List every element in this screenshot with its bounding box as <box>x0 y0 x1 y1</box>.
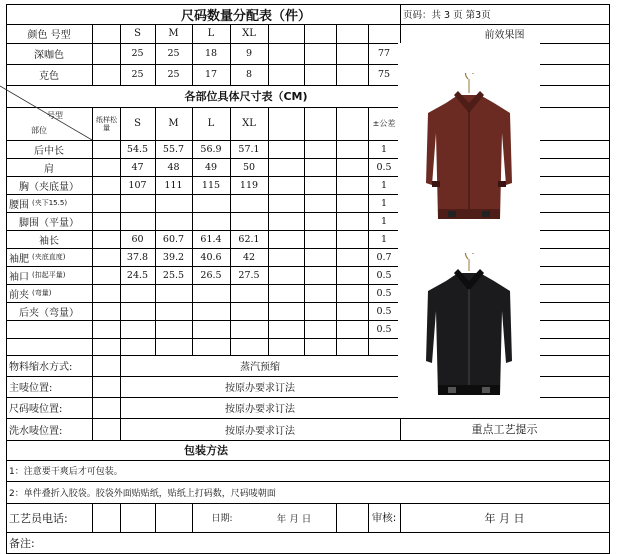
qty-cell: 25 <box>167 69 180 80</box>
measure-value: 47 <box>131 161 144 173</box>
measure-value: 54.5 <box>126 143 149 155</box>
phone-label: 工艺员电话: <box>9 511 68 525</box>
packing-title: 包装方法 <box>184 444 228 457</box>
qty-row-color: 深咖色 <box>34 50 64 61</box>
measure-value <box>192 302 230 320</box>
qty-cell: 9 <box>245 48 253 59</box>
measure-tolerance: 0.5 <box>376 161 392 173</box>
measure-value <box>155 194 192 212</box>
measure-value <box>155 320 192 338</box>
measure-value <box>155 302 192 320</box>
measure-value: 60 <box>131 233 144 245</box>
date-value: 年 月 日 <box>276 513 312 525</box>
measure-value <box>120 284 155 302</box>
info-value: 按原办要求订法 <box>225 383 295 394</box>
measure-part-name: 腰围 <box>9 199 29 211</box>
date-label: 日期: <box>211 514 233 524</box>
review-date: 年 月 日 <box>484 511 525 525</box>
front-effect-title: 前效果图 <box>484 30 525 41</box>
brown-jacket-image <box>398 73 540 238</box>
measure-part <box>6 266 95 284</box>
qty-cell: 18 <box>204 48 218 59</box>
measure-value <box>230 212 268 230</box>
measure-value: 26.5 <box>200 269 222 281</box>
measure-part-note: (扣起平量) <box>32 271 66 279</box>
measure-value: 50 <box>242 161 256 173</box>
measure-value: 119 <box>239 179 259 191</box>
measure-part: 后夹（弯量） <box>19 307 79 319</box>
measure-value <box>120 212 155 230</box>
measure-value <box>155 212 192 230</box>
qty-total: 77 <box>377 48 391 59</box>
header-size-l: L <box>207 118 215 129</box>
measure-part: 袖长 <box>39 235 59 247</box>
measure-value <box>192 194 230 212</box>
measure-part: 肩 <box>44 163 54 175</box>
qty-cell: 25 <box>167 48 180 59</box>
page-number: 页码：共 3 页 第3页 <box>403 10 491 21</box>
packing-note: 2：单件叠折入胶袋。胶袋外面贴贴纸，贴纸上打码数，尺码唛朝面 <box>9 488 276 499</box>
measure-value <box>120 320 155 338</box>
measure-tolerance: 0.7 <box>376 251 392 263</box>
header-part-label: 部位 <box>31 125 47 135</box>
measure-value: 24.5 <box>126 269 149 281</box>
measure-part <box>6 320 92 338</box>
measure-value: 42 <box>242 251 256 263</box>
measure-part-name: 前夹 <box>9 289 29 301</box>
key-process-title: 重点工艺提示 <box>471 423 538 436</box>
qty-cell: 8 <box>245 69 253 80</box>
measure-tolerance: 1 <box>380 179 388 191</box>
measure-tolerance: 0.5 <box>376 323 392 335</box>
measure-value <box>192 320 230 338</box>
remarks-label: 备注: <box>9 536 35 550</box>
info-label: 主唛位置: <box>9 383 53 394</box>
measure-value: 39.2 <box>162 251 185 263</box>
measure-table-title: 各部位具体尺寸表（CM) <box>184 90 308 103</box>
measure-part <box>6 248 95 266</box>
measure-part-note: (夹底直度) <box>32 253 66 261</box>
measure-value: 25.5 <box>162 269 185 281</box>
measure-tolerance: 1 <box>380 143 388 155</box>
measure-part: 脚围（平量） <box>19 217 79 229</box>
measure-value <box>192 212 230 230</box>
measure-value: 49 <box>204 161 218 173</box>
measure-value: 56.9 <box>200 143 222 155</box>
qty-header-l: L <box>207 28 215 39</box>
measure-tolerance: 1 <box>380 197 388 209</box>
qty-header-s: S <box>134 28 141 39</box>
info-value: 蒸汽预缩 <box>240 362 280 373</box>
measure-value <box>155 284 192 302</box>
measure-value: 60.7 <box>162 233 185 245</box>
measure-value <box>120 302 155 320</box>
black-jacket-image <box>398 253 540 403</box>
measure-part <box>6 194 95 212</box>
measure-value: 37.8 <box>126 251 149 263</box>
measure-value: 107 <box>128 179 147 191</box>
measure-tolerance: 0.5 <box>376 269 392 281</box>
qty-cell: 25 <box>131 69 144 80</box>
qty-header-m: M <box>168 28 179 39</box>
header-size-m: M <box>168 118 179 129</box>
review-label: 审核: <box>371 512 397 524</box>
product-photo-panel <box>398 43 540 410</box>
measure-value: 40.6 <box>200 251 222 263</box>
header-size-s: S <box>134 118 141 129</box>
qty-row-color: 克色 <box>39 71 59 82</box>
qty-header-color-size: 颜色 号型 <box>27 30 71 41</box>
measure-value: 61.4 <box>200 233 222 245</box>
info-value: 按原办要求订法 <box>225 404 295 415</box>
measure-tolerance: 0.5 <box>376 305 392 317</box>
measure-part: 胸（夹底量） <box>19 181 79 193</box>
info-label: 尺码唛位置: <box>9 404 63 415</box>
header-size-label: 号型 <box>47 110 63 120</box>
header-size-xl: XL <box>242 118 256 129</box>
qty-cell: 25 <box>131 48 144 59</box>
measure-part <box>6 284 95 302</box>
header-tolerance: ±公差 <box>372 119 396 128</box>
page-title: 尺码数量分配表（件） <box>180 8 311 24</box>
measure-value: 62.1 <box>238 233 260 245</box>
header-paper-sample: 纸样松量 <box>96 116 117 132</box>
measure-value: 111 <box>164 179 183 191</box>
info-value: 按原办要求订法 <box>225 425 295 437</box>
measure-part-name: 袖口 <box>9 271 29 283</box>
qty-total: 75 <box>377 69 391 80</box>
measure-value: 55.7 <box>162 143 185 155</box>
measure-value: 27.5 <box>238 269 260 281</box>
measure-value <box>230 194 268 212</box>
measure-part: 后中长 <box>34 145 64 157</box>
measure-value <box>230 284 268 302</box>
qty-cell: 17 <box>204 69 218 80</box>
measure-value <box>192 284 230 302</box>
measure-part-note: (夹下15.5) <box>32 199 68 207</box>
measure-value <box>230 302 268 320</box>
measure-value: 48 <box>167 161 180 173</box>
packing-note: 1：注意要干爽后才可包装。 <box>9 467 123 477</box>
measure-tolerance: 1 <box>380 233 388 245</box>
measure-value: 57.1 <box>238 143 260 155</box>
measure-tolerance: 0.5 <box>376 287 392 299</box>
info-label: 洗水唛位置: <box>9 425 63 437</box>
qty-header-xl: XL <box>242 28 256 39</box>
measure-part-name: 袖肥 <box>9 253 29 265</box>
measure-value: 115 <box>201 179 221 191</box>
measure-part-note: (弯量) <box>32 289 52 297</box>
measure-value <box>230 320 268 338</box>
measure-value <box>120 194 155 212</box>
measure-tolerance: 1 <box>380 215 388 227</box>
info-label: 物料缩水方式: <box>9 362 73 373</box>
